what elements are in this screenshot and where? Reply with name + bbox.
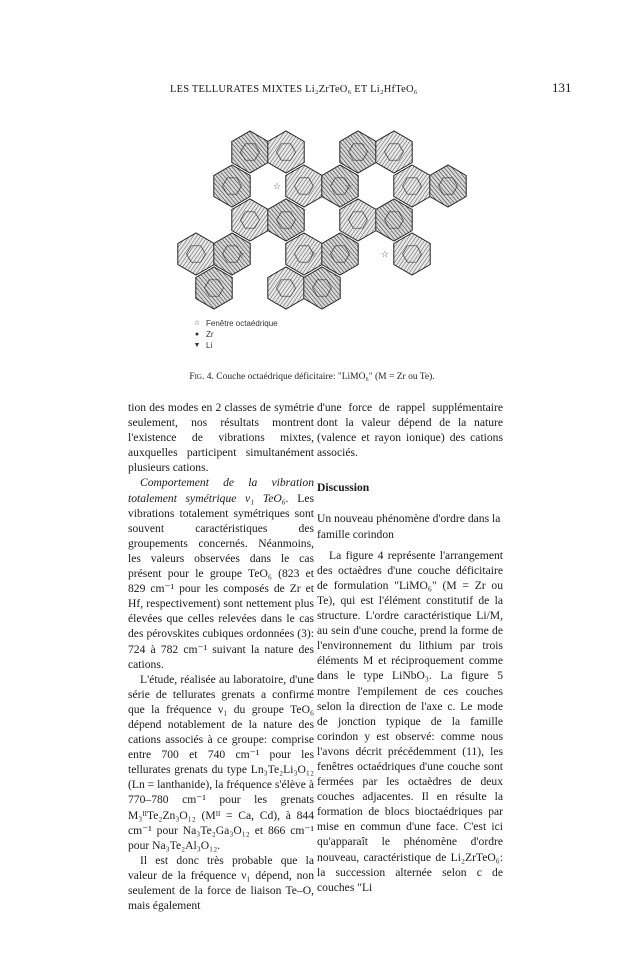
octahedron — [376, 131, 412, 173]
octahedron — [322, 233, 358, 275]
octahedron — [268, 131, 304, 173]
running-head: LES TELLURATES MIXTES Li₂ZrTeO₆ ET Li₂HfTeO₆ — [170, 84, 418, 95]
window-star-icon: ☆ — [236, 250, 246, 260]
octahedron — [394, 233, 430, 275]
triangle-down-icon: ▼ — [193, 342, 201, 349]
page-number: 131 — [552, 80, 572, 95]
octahedron — [214, 165, 250, 207]
legend-item-window — [193, 318, 278, 329]
octahedron — [340, 199, 376, 241]
octahedron — [304, 267, 340, 309]
octahedron — [268, 267, 304, 309]
section-heading: Discussion — [317, 481, 370, 495]
window-star-icon: ☆ — [308, 250, 318, 260]
paragraph: Il est donc très probable que la valeur de la fréquence ν₁ dépend, non seulement de la force de liaison Te–O, mais également — [128, 853, 314, 913]
octahedron — [232, 131, 268, 173]
caption-text: Couche octaédrique déficitaire: "LiMO₆" (M = Zr ou Te). — [216, 372, 435, 382]
figure-caption — [0, 372, 624, 382]
octahedral-layer-figure — [170, 112, 470, 334]
paragraph-body: Les vibrations totalement symétriques sont souvent caractéristiques des groupements concernés. Néanmoins, les valeurs observées dans le cas présent pour le groupe TeO₆ (823 et 829 cm⁻¹ pour les composés de Zr et Hf, respectivement) sont nettement plus élevées que celles relevées dans le cas des pérovskites cubiques ordonnées (3): 724 à 782 cm⁻¹ suivant la nature des cations. — [128, 491, 315, 671]
figure-legend — [193, 318, 278, 351]
octahedron — [394, 165, 430, 207]
legend-item-zr — [193, 329, 278, 340]
caption-label: Fig. 4. — [189, 372, 214, 382]
legend-label-zr: Zr — [206, 330, 214, 339]
right-column — [317, 400, 503, 895]
paragraph-run-in-title: Comportement de la vibration totalement symétrique ν₁ TeO₆. — [128, 476, 314, 505]
paragraph — [128, 475, 314, 671]
octahedron — [430, 165, 466, 207]
subsection-heading: Un nouveau phénomène d'ordre dans la famille corindon — [317, 512, 501, 541]
legend-label-window: Fenêtre octaédrique — [206, 319, 278, 328]
octahedra-network — [178, 131, 466, 309]
filled-circle-icon: ● — [194, 331, 200, 338]
legend-label-li: Li — [206, 341, 213, 350]
paragraph: tion des modes en 2 classes de symétrie seulement, nos résultats montrent l'existence de vibrations mixtes, auxquelles participent simultanément plusieurs cations. — [128, 401, 314, 475]
legend-item-li — [193, 340, 278, 351]
octahedron — [286, 165, 322, 207]
octahedron — [268, 199, 304, 241]
paragraph: La figure 4 représente l'arrangement des octaèdres d'une couche déficitaire de formulation "LiMO₆" (M = Zr ou Te), qui est l'élément constitutif de la structure. L'ordre caractéristique Li/M, au sein d'une couche, prend la forme de l'environnement du lithium par trois éléments M et réciproquement comme dans le type LiNbO₃. La figure 5 montre l'empilement de ces couches selon la direction de l'axe c. Le mode de jonction typique de la famille corindon y est observé: comme nous l'avons décrit précédemment (11), les fenêtres octaédriques d'une couche sont fermées par les octaèdres de deux couches adjacentes. Il en résulte la formation de blocs bioctaédriques par mise en commun d'une face. C'est ici qu'apparaît le phénomène d'ordre nouveau, caractéristique de Li₂ZrTeO₆: la succession alternée selon c de couches "Li — [317, 548, 503, 894]
window-star-icon: ☆ — [380, 250, 390, 260]
octahedron — [340, 131, 376, 173]
paragraph: L'étude, réalisée au laboratoire, d'une série de tellurates grenats a confirmé que la fréquence ν₁ du groupe TeO₆ dépend notablement de la nature des cations associés à ce groupe: comprise entre 700 et 740 cm⁻¹ pour les tellurates grenats du type Ln₃Te₂Li₃O₁₂ (Ln = lanthanide), la fréquence s'élève à 770–780 cm⁻¹ pour les grenats M₃ᴵᴵTe₂Zn₃O₁₂ (Mᴵᴵ = Ca, Cd), à 844 cm⁻¹ pour Na₃Te₂Ga₃O₁₂ et 866 cm⁻¹ pour Na₃Te₂Al₃O₁₂. — [128, 672, 314, 852]
octahedron — [196, 267, 232, 309]
star-icon: ☆ — [193, 320, 201, 327]
paragraph: d'une force de rappel supplémentaire dont la valeur dépend de la nature (valence et rayon ionique) des cations associés. — [317, 401, 503, 460]
octahedron — [232, 199, 268, 241]
window-star-icon: ☆ — [344, 182, 354, 192]
window-star-icon: ☆ — [272, 182, 282, 192]
octahedron — [376, 199, 412, 241]
left-column — [128, 400, 314, 913]
octahedron — [178, 233, 214, 275]
